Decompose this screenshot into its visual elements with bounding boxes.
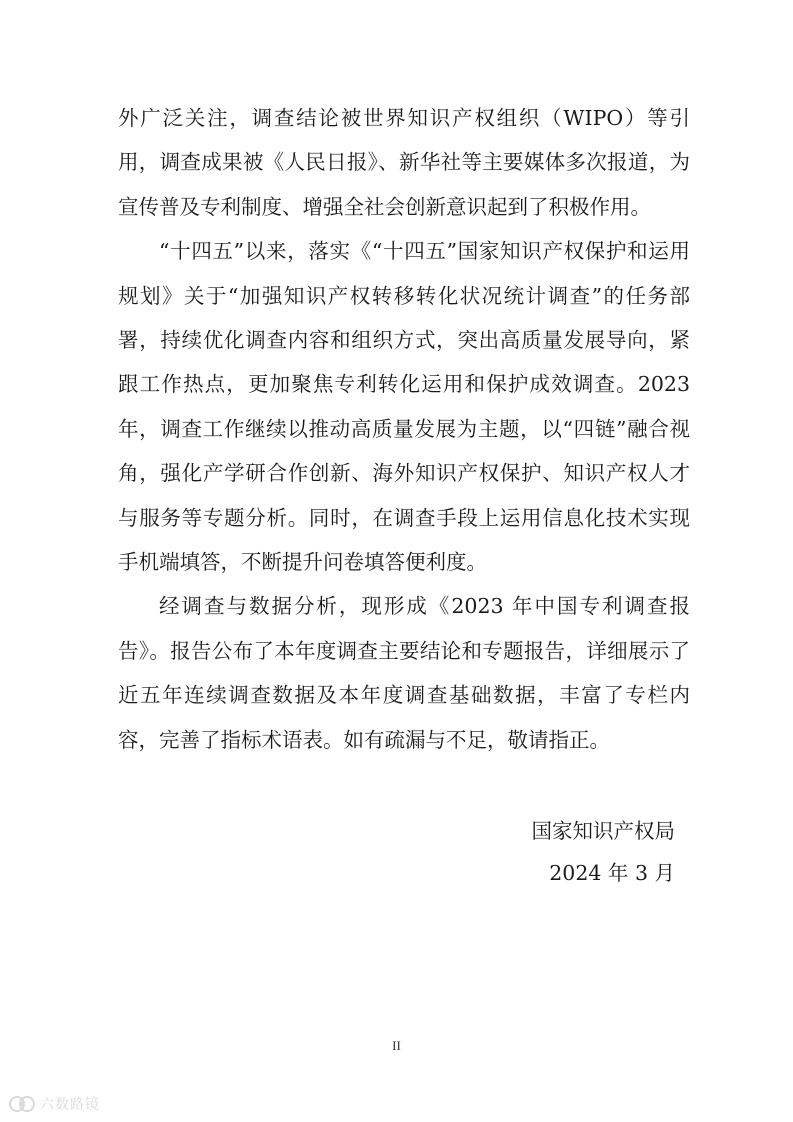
watermark: [8, 1094, 100, 1114]
signature-organization: 国家知识产权局: [531, 819, 675, 843]
body-text: [118, 96, 690, 762]
signature-block: [532, 810, 676, 894]
paragraph-1: 外广泛关注，调查结论被世界知识产权组织（WIPO）等引用，调查成果被《人民日报》、新华社等主要媒体多次报道，为宣传普及专利制度、增强全社会创新意识起到了积极作用。: [118, 106, 690, 219]
paragraph-2: “十四五”以来，落实《“十四五”国家知识产权保护和运用规划》关于“加强知识产权转移转化状况统计调查”的任务部署，持续优化调查内容和组织方式，突出高质量发展导向，紧跟工作热点，更加聚焦专利转化运用和保护成效调查。2023 年，调查工作继续以推动高质量发展为主题，以“四链”融合视角，强化产学研合作创新、海外知识产权保护、知识产权人才与服务等专题分析。同时，在调查手段上运用信息化技术实现手机端填答，不断提升问卷填答便利度。: [118, 239, 690, 575]
paragraph-3: 经调查与数据分析，现形成《2023 年中国专利调查报告》。报告公布了本年度调查主要结论和专题报告，详细展示了近五年连续调查数据及本年度调查基础数据，丰富了专栏内容，完善了指标术语表。如有疏漏与不足，敬请指正。: [118, 594, 690, 752]
page-number: II: [392, 1038, 401, 1053]
watermark-text: 六数路镜: [40, 1097, 100, 1113]
signature-date: 2024 年 3 月: [549, 861, 675, 885]
watermark-logo-icon: [8, 1094, 36, 1114]
